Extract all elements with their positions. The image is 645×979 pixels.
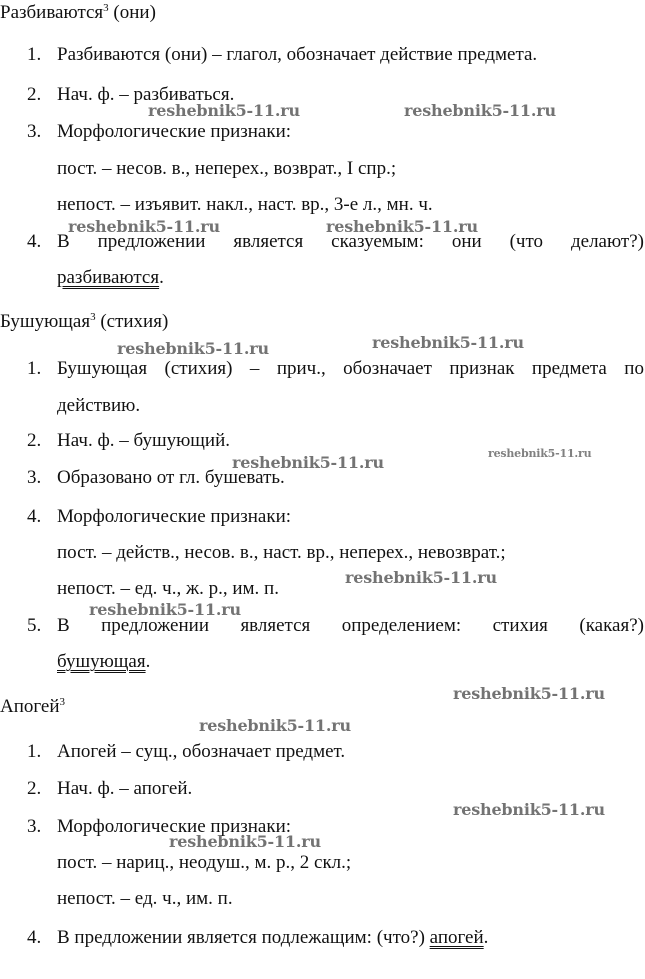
word: Бушующая bbox=[57, 358, 148, 379]
punct: . bbox=[159, 267, 164, 288]
item-number: 3. bbox=[27, 816, 42, 837]
word: стихия bbox=[492, 615, 548, 636]
item-text: Образовано от гл. бушевать. bbox=[57, 467, 285, 488]
heading-word: Бушующая bbox=[0, 311, 91, 332]
watermark: reshebnik5-11.ru bbox=[453, 684, 605, 703]
item-continuation bbox=[57, 650, 150, 674]
heading-footnote-mark: 3 bbox=[59, 696, 66, 708]
morph-constant: пост. – несов. в., неперех., возврат., I спр.; bbox=[57, 158, 397, 179]
attribute-underlined: бушующая bbox=[57, 651, 146, 672]
subject-underlined: апогей bbox=[429, 927, 484, 948]
item-text-main: В предложении является подлежащим: (что?) bbox=[57, 927, 425, 948]
item-number: 4. bbox=[27, 927, 42, 948]
item-number: 1. bbox=[27, 741, 42, 762]
watermark: reshebnik5-11.ru bbox=[453, 800, 605, 819]
section-heading-razbivayutsya bbox=[0, 1, 156, 25]
item-number: 3. bbox=[27, 467, 42, 488]
item-text: Нач. ф. – бушующий. bbox=[57, 430, 230, 451]
punct: . bbox=[483, 927, 489, 948]
word: является bbox=[240, 615, 311, 636]
item-text-justified bbox=[57, 357, 644, 381]
item-continuation: действию. bbox=[57, 395, 141, 416]
item-text bbox=[57, 926, 644, 950]
item-text: Морфологические признаки: bbox=[57, 506, 292, 527]
word: предложении bbox=[101, 615, 209, 636]
item-text: Морфологические признаки: bbox=[57, 816, 292, 837]
item-number: 1. bbox=[27, 358, 42, 379]
item-number: 3. bbox=[27, 121, 42, 142]
word: предмета bbox=[531, 358, 607, 379]
item-number: 4. bbox=[27, 506, 42, 527]
word: признак bbox=[449, 358, 515, 379]
watermark: reshebnik5-11.ru bbox=[232, 453, 384, 472]
watermark: reshebnik5-11.ru bbox=[345, 568, 497, 587]
watermark: reshebnik5-11.ru bbox=[68, 217, 220, 236]
word: является bbox=[233, 231, 304, 252]
item-text: Апогей – сущ., обозначает предмет. bbox=[57, 741, 346, 762]
heading-footnote-mark: 3 bbox=[90, 311, 96, 323]
item-continuation bbox=[57, 266, 164, 290]
item-number: 2. bbox=[27, 778, 42, 799]
word: они bbox=[451, 231, 482, 252]
word: В bbox=[57, 231, 70, 252]
morph-variable: непост. – изъявит. накл., наст. вр., 3-е л., мн. ч. bbox=[57, 194, 433, 215]
item-number: 1. bbox=[27, 44, 42, 65]
morph-constant: пост. – нариц., неодуш., м. р., 2 скл.; bbox=[57, 852, 352, 873]
heading-word: Разбиваются bbox=[0, 2, 104, 23]
heading-context: (стихия) bbox=[100, 311, 169, 332]
watermark: reshebnik5-11.ru bbox=[148, 101, 300, 120]
section-heading-bushuyushchaya bbox=[0, 310, 168, 334]
word: В bbox=[57, 615, 70, 636]
item-text: Разбиваются (они) – глагол, обозначает действие предмета. bbox=[57, 44, 538, 65]
item-number: 2. bbox=[27, 84, 42, 105]
section-heading-apogei bbox=[0, 695, 65, 719]
item-number: 4. bbox=[27, 231, 42, 252]
heading-footnote-mark: 3 bbox=[103, 2, 109, 14]
heading-context: (они) bbox=[113, 2, 156, 23]
watermark: reshebnik5-11.ru bbox=[199, 716, 351, 735]
word: делают?) bbox=[570, 231, 644, 252]
watermark: reshebnik5-11.ru bbox=[117, 339, 269, 358]
word: по bbox=[624, 358, 644, 379]
item-text: Нач. ф. – апогей. bbox=[57, 778, 193, 799]
watermark: reshebnik5-11.ru bbox=[372, 333, 524, 352]
word: (стихия) bbox=[164, 358, 233, 379]
punct: . bbox=[145, 651, 151, 672]
word: (что bbox=[509, 231, 544, 252]
watermark: reshebnik5-11.ru bbox=[326, 217, 478, 236]
watermark: reshebnik5-11.ru bbox=[169, 832, 321, 851]
word: обозначает bbox=[343, 358, 432, 379]
item-number: 2. bbox=[27, 430, 42, 451]
predicate-underlined: разбиваются bbox=[57, 267, 160, 288]
morph-variable: непост. – ед. ч., им. п. bbox=[57, 888, 233, 909]
morph-variable: непост. – ед. ч., ж. р., им. п. bbox=[57, 578, 279, 599]
watermark: reshebnik5-11.ru bbox=[488, 447, 592, 460]
word: предложении bbox=[97, 231, 206, 252]
heading-word: Апогей bbox=[0, 696, 60, 717]
item-text: Нач. ф. – разбиваться. bbox=[57, 84, 235, 105]
item-text: Морфологические признаки: bbox=[57, 121, 292, 142]
word: (какая?) bbox=[579, 615, 644, 636]
watermark: reshebnik5-11.ru bbox=[404, 101, 556, 120]
item-number: 5. bbox=[27, 615, 42, 636]
word: – bbox=[249, 358, 260, 379]
watermark: reshebnik5-11.ru bbox=[89, 600, 241, 619]
morph-constant: пост. – действ., несов. в., наст. вр., неперех., невозврат.; bbox=[57, 542, 506, 563]
word: сказуемым: bbox=[331, 231, 424, 252]
word: прич., bbox=[276, 358, 326, 379]
word: определением: bbox=[341, 615, 462, 636]
